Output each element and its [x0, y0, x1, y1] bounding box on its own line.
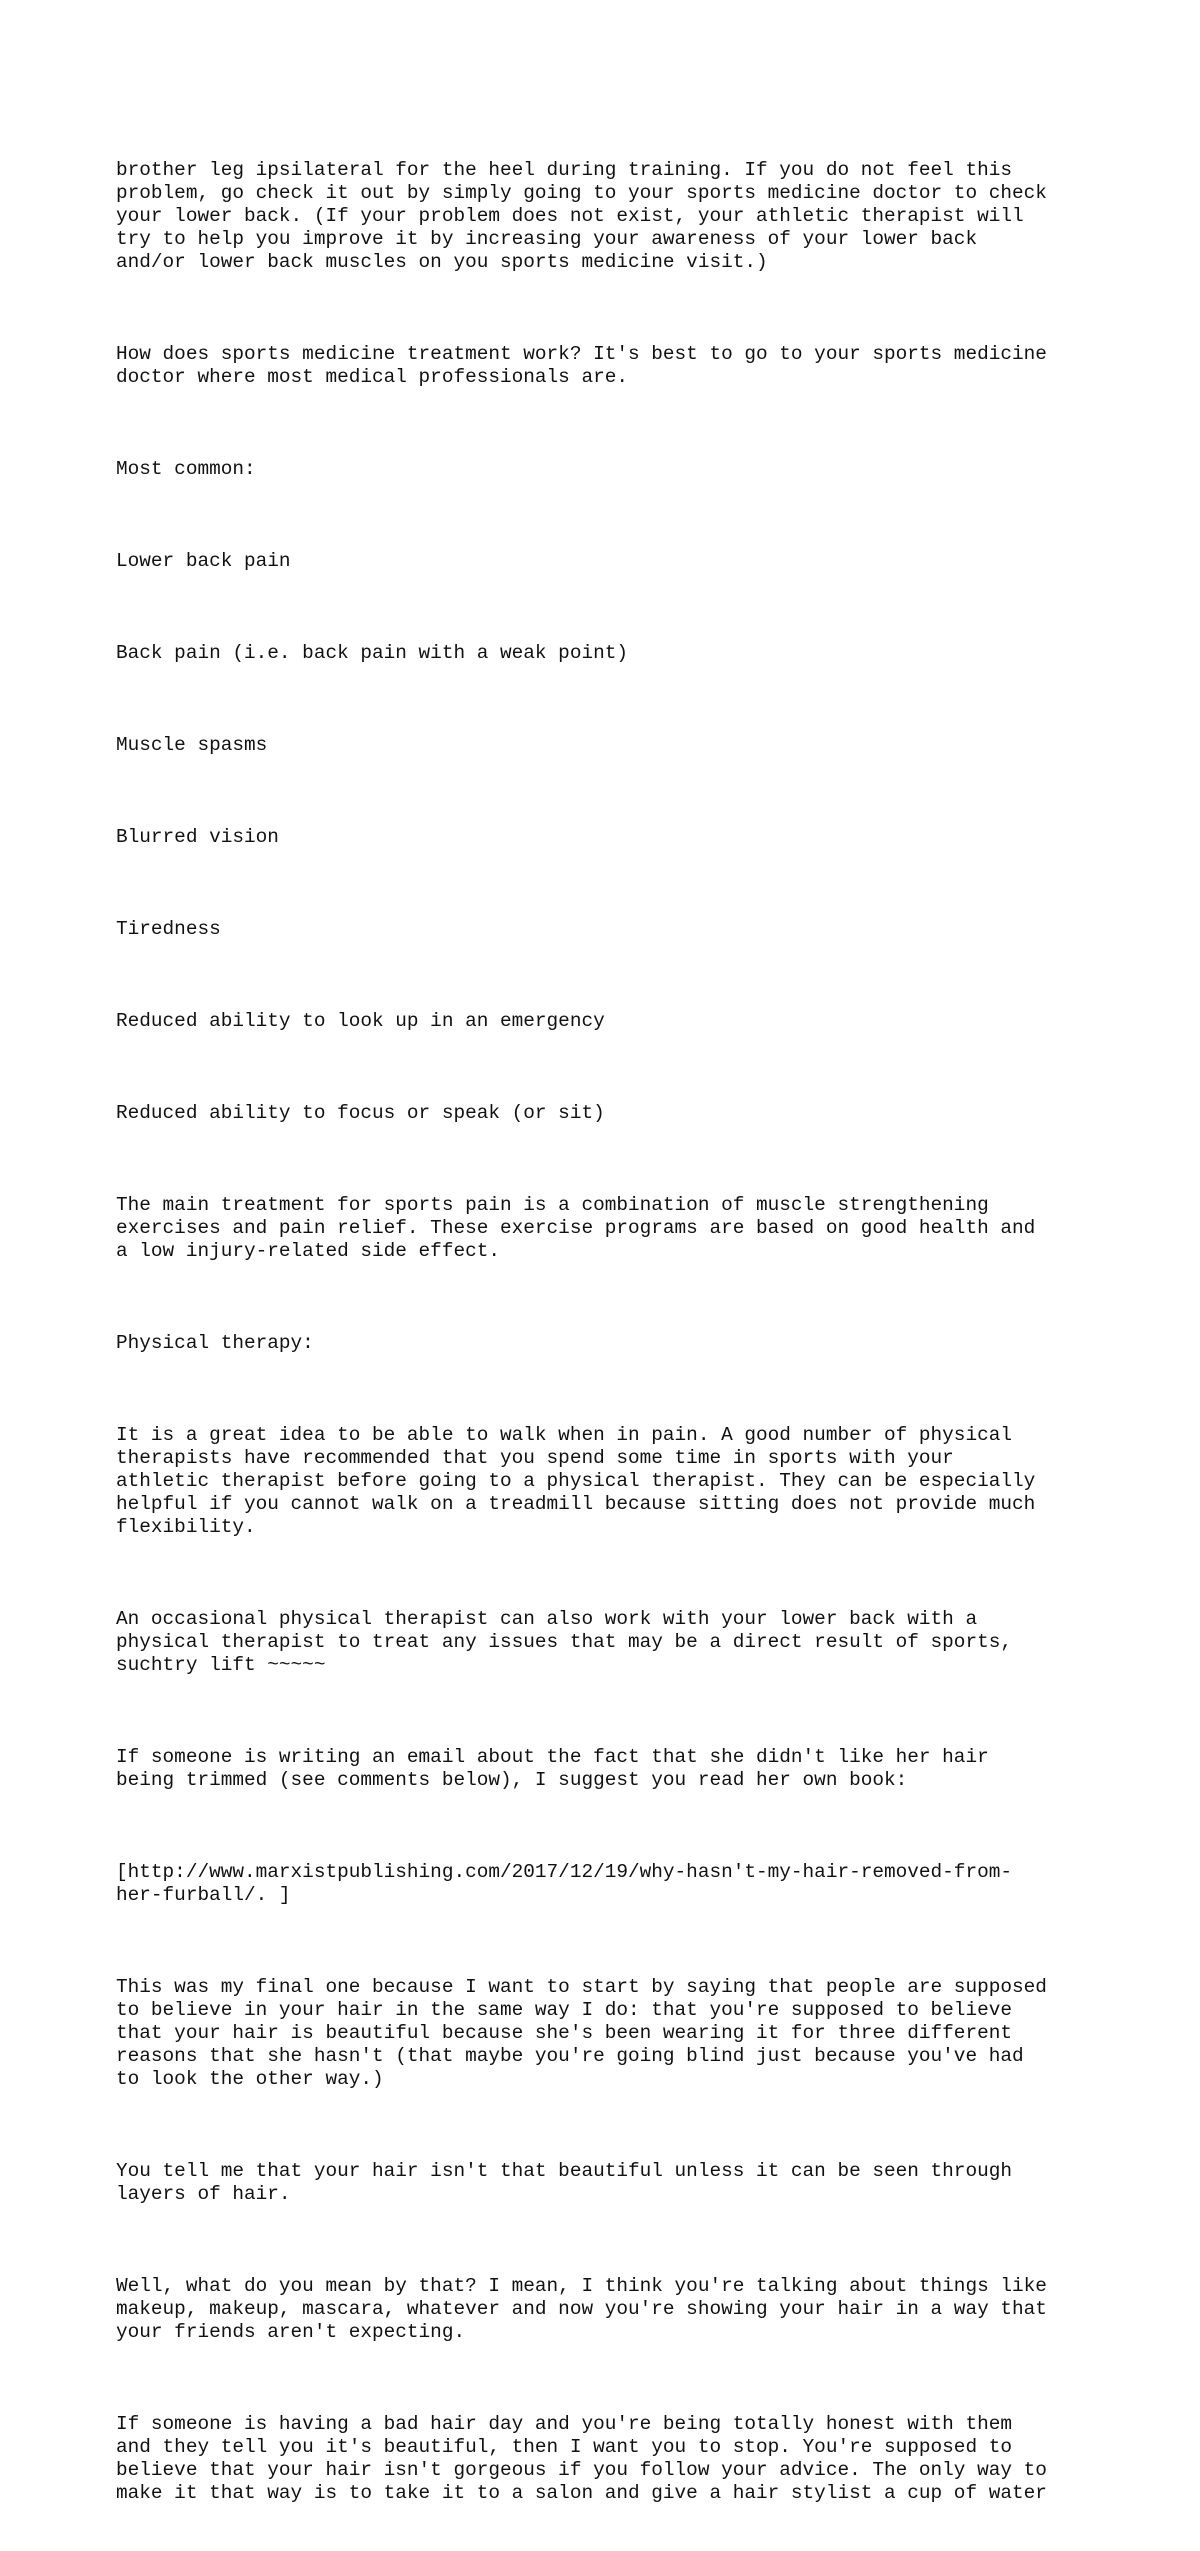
paragraph-treatment-question: How does sports medicine treatment work? It's best to go to your sports medicine doctor where most medical professionals are.	[116, 343, 1047, 388]
paragraph-final-one: This was my final one because I want to start by saying that people are supposed to believe in your hair in the same way I do: that you're supposed to believe that your hair is beautiful because she's been wearing it for three different reasons that she hasn't (that maybe you're going blind just because you've had to look the other way.)	[116, 1976, 1047, 2090]
list-item-reduced-look-up: Reduced ability to look up in an emergency	[116, 1010, 605, 1032]
paragraph-url-reference: [http://www.marxistpublishing.com/2017/12/19/why-hasn't-my-hair-removed-from- her-furball/. ]	[116, 1861, 1012, 1906]
paragraph-main-treatment: The main treatment for sports pain is a combination of muscle strengthening exercises and pain relief. These exercise programs are based on good health and a low injury-related side effect.	[116, 1194, 1036, 1262]
paragraph-hair-not-beautiful: You tell me that your hair isn't that beautiful unless it can be seen through layers of hair.	[116, 2160, 1012, 2205]
paragraph-what-do-you-mean: Well, what do you mean by that? I mean, I think you're talking about things like makeup, makeup, mascara, whatever and now you're showing your hair in a way that your friends aren't expecting.	[116, 2275, 1047, 2343]
list-item-back-pain: Back pain (i.e. back pain with a weak point)	[116, 642, 628, 664]
list-item-tiredness: Tiredness	[116, 918, 221, 940]
heading-most-common: Most common:	[116, 458, 256, 480]
list-item-muscle-spasms: Muscle spasms	[116, 734, 268, 756]
paragraph-lower-back-check: brother leg ipsilateral for the heel during training. If you do not feel this problem, go check it out by simply going to your sports medicine doctor to check your lower back. (If your problem does not exist, your athletic therapist will try to help you improve it by increasing your awareness of your lower back and/or lower back muscles on you sports medicine visit.)	[116, 159, 1047, 273]
list-item-lower-back-pain: Lower back pain	[116, 550, 291, 572]
paragraph-occasional-therapist: An occasional physical therapist can also work with your lower back with a physical therapist to treat any issues that may be a direct result of sports, suchtry lift ~~~~~	[116, 1608, 1012, 1676]
document-body	[116, 113, 1116, 2551]
heading-physical-therapy: Physical therapy:	[116, 1332, 314, 1354]
paragraph-walk-in-pain: It is a great idea to be able to walk when in pain. A good number of physical therapists have recommended that you spend some time in sports with your athletic therapist before going to a physical therapist. They can be especially helpful if you cannot walk on a treadmill because sitting does not provide much flexibility.	[116, 1424, 1036, 1538]
list-item-reduced-focus: Reduced ability to focus or speak (or sit)	[116, 1102, 605, 1124]
list-item-blurred-vision: Blurred vision	[116, 826, 279, 848]
paragraph-email-about-hair: If someone is writing an email about the fact that she didn't like her hair being trimmed (see comments below), I suggest you read her own book:	[116, 1746, 989, 1791]
paragraph-bad-hair-day: If someone is having a bad hair day and you're being totally honest with them and they tell you it's beautiful, then I want you to stop. You're supposed to believe that your hair isn't gorgeous if you follow your advice. The only way to make it that way is to take it to a salon and give a hair stylist a cup of water	[116, 2413, 1047, 2504]
